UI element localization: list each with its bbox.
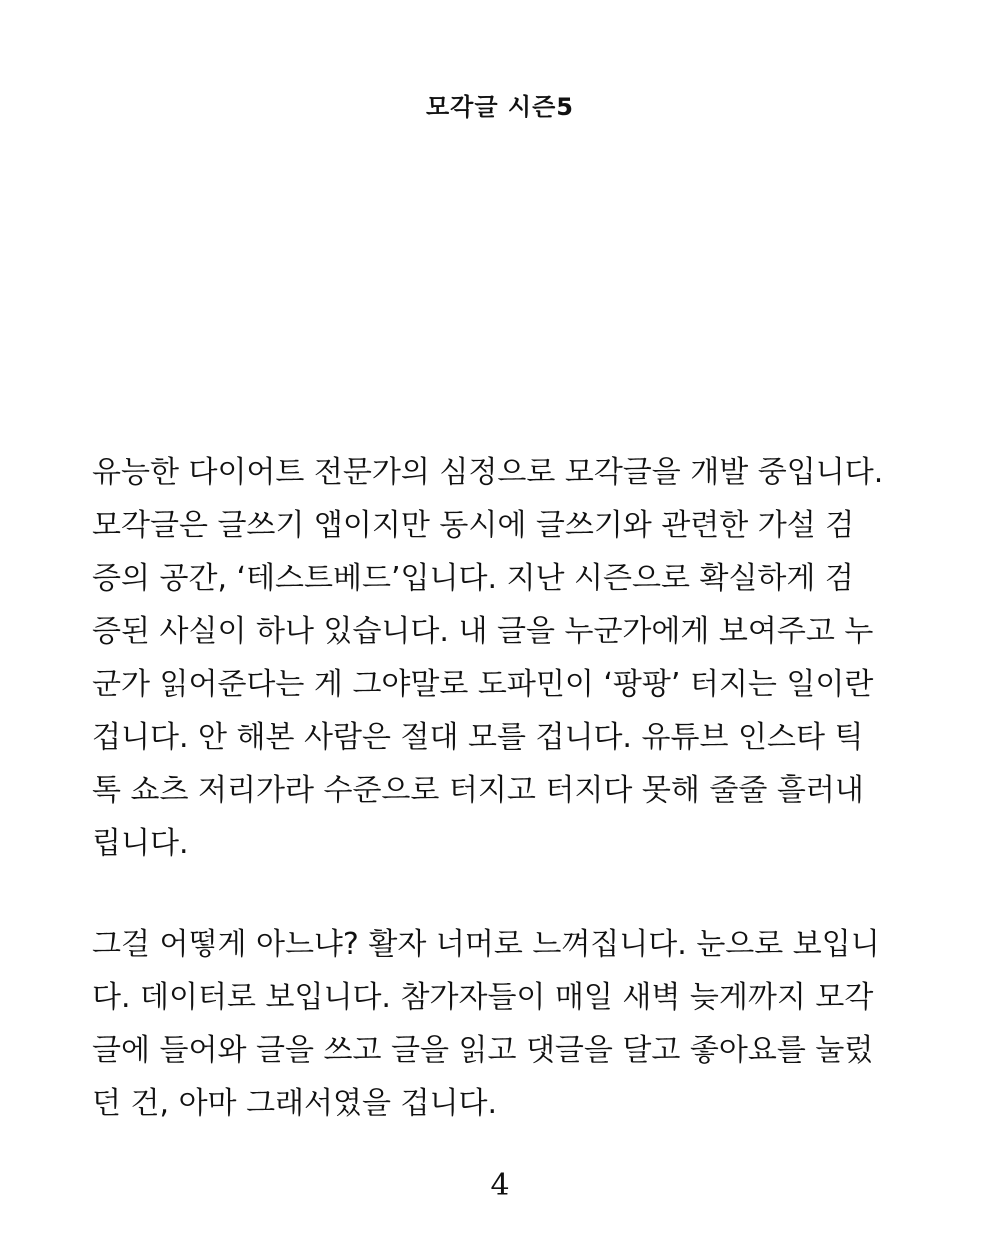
paragraph-2-line-3: 글에 들어와 글을 쓰고 글을 읽고 댓글을 달고 좋아요를 눌렀 xyxy=(92,1033,874,1068)
paragraph-2-line-1: 그걸 어떻게 아느냐? 활자 너머로 느껴집니다. 눈으로 보입니 xyxy=(92,927,880,962)
paragraph-1-line-2: 모각글은 글쓰기 앱이지만 동시에 글쓰기와 관련한 가설 검 xyxy=(92,508,855,543)
paragraph-1-line-1: 유능한 다이어트 전문가의 심정으로 모각글을 개발 중입니다. xyxy=(92,455,884,490)
page-number: 4 xyxy=(490,1168,510,1203)
paragraph-2-line-2: 다. 데이터로 보입니다. 참가자들이 매일 새벽 늦게까지 모각 xyxy=(92,980,874,1015)
paragraph-1 xyxy=(92,446,912,870)
paragraph-1-line-6: 겁니다. 안 해본 사람은 절대 모를 겁니다. 유튜브 인스타 틱 xyxy=(92,720,864,755)
paragraph-1-line-5: 군가 읽어준다는 게 그야말로 도파민이 ‘팡팡’ 터지는 일이란 xyxy=(92,667,874,702)
paragraph-1-line-3: 증의 공간, ‘테스트베드’입니다. 지난 시즌으로 확실하게 검 xyxy=(92,561,854,596)
paragraph-2 xyxy=(92,918,912,1130)
paragraph-1-line-8: 립니다. xyxy=(92,826,189,861)
paragraph-1-line-4: 증된 사실이 하나 있습니다. 내 글을 누군가에게 보여주고 누 xyxy=(92,614,874,649)
running-header-title: 모각글 시즌5 xyxy=(426,93,574,121)
paragraph-1-line-7: 톡 쇼츠 저리가라 수준으로 터지고 터지다 못해 줄줄 흘러내 xyxy=(92,773,864,808)
paragraph-2-line-4: 던 건, 아마 그래서였을 겁니다. xyxy=(92,1086,497,1121)
